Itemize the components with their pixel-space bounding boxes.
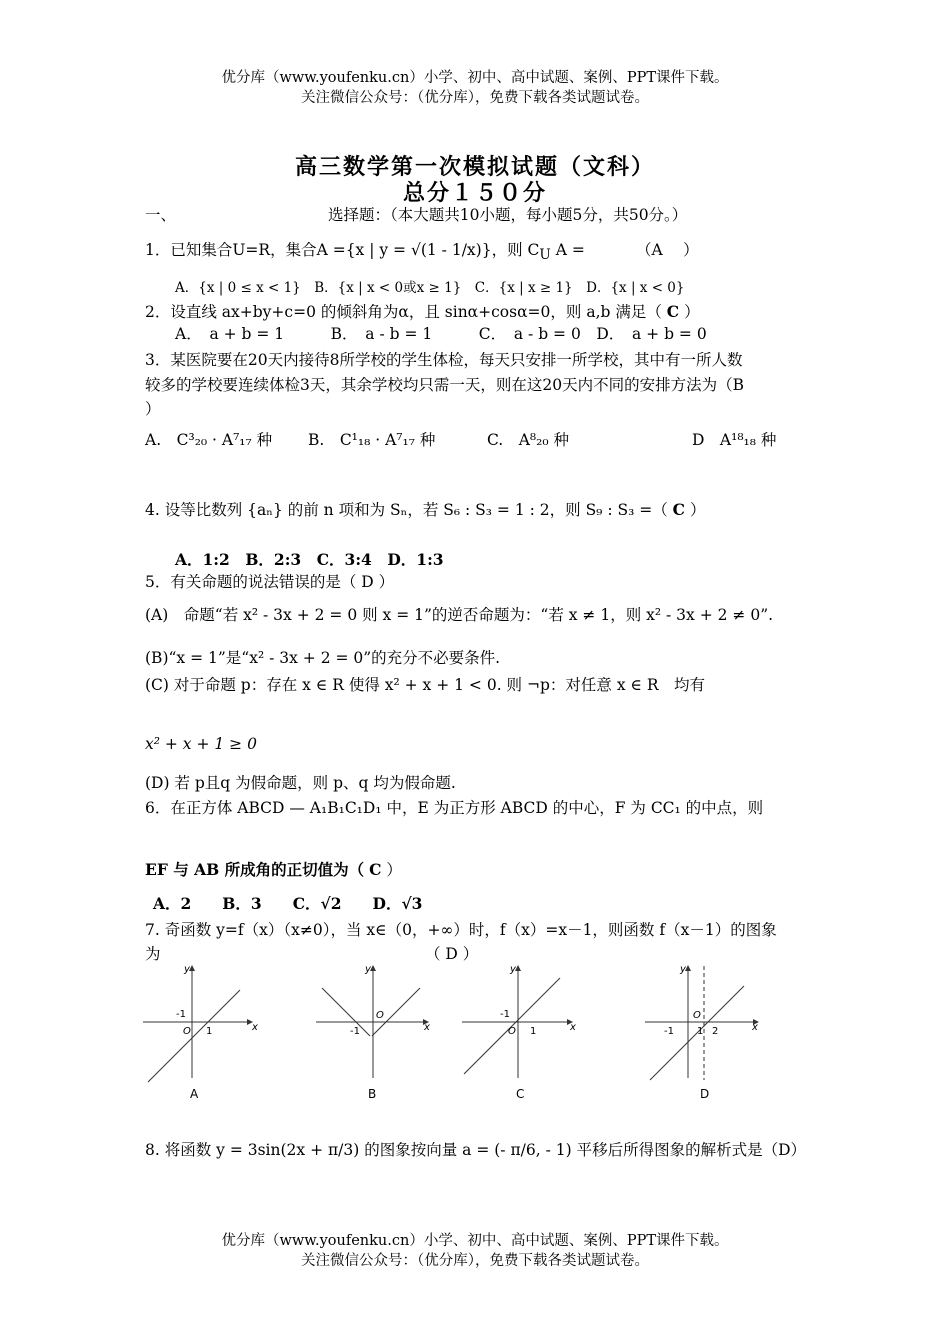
graph-d-tick-1: 1 [697,1026,704,1037]
graph-a-tick-1: 1 [206,1026,213,1037]
q3-option-b: B. C¹₁₈ · A⁷₁₇ 种 [308,431,436,449]
q7-graphs [140,960,780,1110]
q6-line-2-text: EF 与 AB 所成角的正切值为（ [145,860,365,879]
graph-a-x-label: x [252,1022,258,1033]
q6-options: A．2 B．3 C．√2 D．√3 [153,894,423,913]
question-4 [145,498,705,520]
q5-option-d: (D) 若 p且q 为假命题，则 p、q 均为假命题. [145,774,456,792]
q1-options: A．{x | 0 ≤ x < 1} B．{x | x < 0或x ≥ 1} C．{x | x ≥ 1} D．{x | x < 0} [175,280,685,296]
q3-line-3: ） [145,400,161,418]
question-2 [145,300,700,322]
q3-option-d: D A¹⁸₁₈ 种 [692,431,777,449]
graph-d-origin: O [693,1010,701,1021]
q5-option-a: (A) 命题“若 x² - 3x + 2 = 0 则 x = 1”的逆否命题为：“若 x ≠ 1，则 x² - 3x + 2 ≠ 0”. [145,606,774,624]
graph-b-origin: O [376,1010,384,1021]
graph-b [316,964,430,1078]
graph-c [462,964,576,1078]
graph-a [143,964,258,1082]
graph-c-origin: O [508,1026,516,1037]
q2-stem: 2．设直线 ax+by+c=0 的倾斜角为α，且 sinα+cosα=0，则 a,b 满足（ [145,303,662,321]
graph-a-line [148,990,240,1082]
graph-d-x-label: x [752,1022,758,1033]
graph-c-tick-1: 1 [530,1026,537,1037]
graph-d [645,964,758,1080]
graph-b-tick-neg1: -1 [350,1026,360,1037]
total-score: 总分１５０分 [402,180,547,206]
q4-stem: 4. 设等比数列 {aₙ} 的前 n 项和为 Sₙ，若 S₆ : S₃ = 1 : 2，则 S₉ : S₃ =（ [145,501,668,519]
q3-option-a: A. C³₂₀ · A⁷₁₇ 种 [145,431,273,449]
q5-option-b: (B)“x = 1”是“x² - 3x + 2 = 0”的充分不必要条件. [145,649,501,667]
graph-c-tick-neg1: -1 [500,1009,510,1020]
graph-label-d: D [700,1087,710,1101]
q1-subscript: U [539,247,551,264]
graph-b-x-label: x [424,1022,430,1033]
q5-stem: 5．有关命题的说法错误的是（ D ） [145,573,395,591]
q6-answer: C [369,860,382,879]
q2-answer: C [666,302,680,321]
graph-b-line-left [322,988,370,1036]
q5-option-c: (C) 对于命题 p：存在 x ∈ R 使得 x² + x + 1 < 0. 则 ¬p：对任意 x ∈ R 均有 [145,676,706,694]
q8-stem: 8. 将函数 y = 3sin(2x + π/3) 的图象按向量 a = (- π/6, - 1) 平移后所得图象的解析式是（D） [145,1141,807,1159]
header-line-2: 关注微信公众号：（优分库），免费下载各类试题试卷。 [301,90,649,106]
graph-label-b: B [368,1087,377,1101]
graph-a-origin: O [183,1026,191,1037]
q4-answer: C [672,500,685,519]
section-heading: 选择题：（本大题共10小题，每小题5分，共50分。） [328,206,688,224]
q4-stem-end: ） [689,501,706,519]
question-1 [145,238,585,263]
graph-a-y-label: y [184,964,190,975]
page-title: 高三数学第一次模拟试题（文科） [294,154,655,180]
graph-b-y-label: y [365,964,371,975]
q3-line-2: 较多的学校要连续体检3天，其余学校均只需一天，则在这20天内不同的安排方法为（B [145,376,744,394]
graph-d-tick-neg1: -1 [664,1026,674,1037]
q2-options: A． a + b = 1 B． a - b = 1 C． a - b = 0 D． a + b = 0 [175,325,707,343]
q2-stem-end: ） [684,303,700,321]
q1-stem: 1．已知集合U=R，集合A ={x | y = √(1 - 1/x)}，则 C [145,241,540,259]
q6-line-1: 6．在正方体 ABCD — A₁B₁C₁D₁ 中，E 为正方形 ABCD 的中心，F 为 CC₁ 的中点，则 [145,799,764,817]
q5-option-c-cont: x² + x + 1 ≥ 0 [145,735,257,753]
graph-d-tick-2: 2 [712,1026,719,1037]
graph-label-c: C [516,1087,525,1101]
graph-c-y-label: y [510,964,516,975]
q1-stem-end: A = [555,241,585,259]
graph-label-a: A [190,1087,199,1101]
graph-a-tick-neg1: -1 [176,1009,186,1020]
footer-line-2: 关注微信公众号：（优分库），免费下载各类试题试卷。 [301,1253,649,1269]
q6-line-2-end: ） [386,861,402,879]
q3-option-c: C. A⁸₂₀ 种 [487,431,569,449]
q7-line-1: 7. 奇函数 y=f（x）（x≠0），当 x∈（0，+∞）时，f（x）=x－1，则函数 f（x－1）的图象 [145,921,777,939]
graph-c-x-label: x [570,1022,576,1033]
question-6-line-2 [145,858,402,880]
section-number: 一、 [145,206,177,224]
header-line-1: 优分库（www.youfenku.cn）小学、初中、高中试题、案例、PPT课件下载。 [221,70,729,86]
footer-line-1: 优分库（www.youfenku.cn）小学、初中、高中试题、案例、PPT课件下载。 [221,1233,729,1249]
q7-answer: （ D ） [425,945,479,963]
q3-line-1: 3．某医院要在20天内接待8所学校的学生体检，每天只安排一所学校，其中有一所人数 [145,351,743,369]
q1-answer: （A ） [636,241,699,259]
q4-options: A．1:2 B．2:3 C．3:4 D．1:3 [175,550,444,569]
graph-d-y-label: y [680,964,686,975]
q7-line-2: 为 [145,945,161,963]
